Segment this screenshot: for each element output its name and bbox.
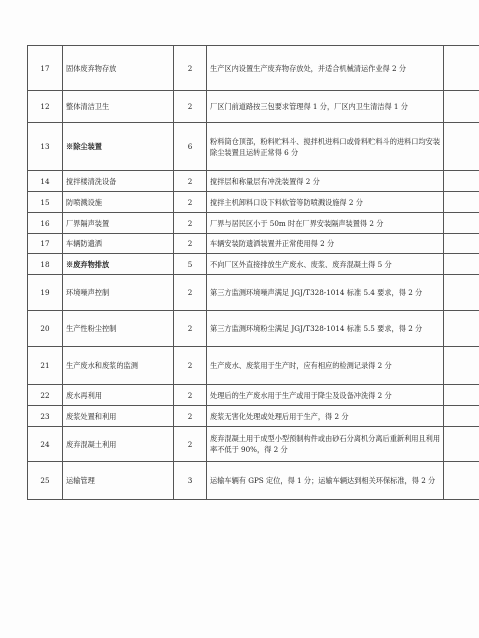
- score-value: 2: [174, 46, 207, 91]
- score-value: 2: [174, 427, 207, 462]
- scoring-description: 第三方监测环境噪声满足 JGJ/T328-1014 标准 5.4 要求，得 2 分: [207, 275, 444, 311]
- table-row: [28, 46, 479, 91]
- item-name: 运输管理: [63, 462, 174, 500]
- blank-cell: [444, 91, 479, 123]
- blank-cell: [444, 123, 479, 171]
- score-value: 2: [174, 192, 207, 213]
- row-number: 17: [28, 46, 63, 91]
- table-row: [28, 192, 479, 213]
- row-number: 17: [28, 234, 63, 254]
- blank-cell: [444, 46, 479, 91]
- item-name: 厂界隔声装置: [63, 213, 174, 234]
- score-value: 3: [174, 462, 207, 500]
- row-number: 24: [28, 427, 63, 462]
- scoring-description: 车辆安装防遗洒装置并正常使用得 2 分: [207, 234, 444, 254]
- scoring-description: 生产废水、废浆用于生产时，应有相应的检测记录得 2 分: [207, 347, 444, 385]
- blank-cell: [444, 192, 479, 213]
- item-name: 环境噪声控制: [63, 275, 174, 311]
- score-value: 2: [174, 213, 207, 234]
- table-row: [28, 427, 479, 462]
- blank-cell: [444, 347, 479, 385]
- row-number: 12: [28, 91, 63, 123]
- score-value: 2: [174, 347, 207, 385]
- item-name: 整体清洁卫生: [63, 91, 174, 123]
- row-number: 15: [28, 192, 63, 213]
- table-row: [28, 91, 479, 123]
- item-name: 固体废弃物存放: [63, 46, 174, 91]
- blank-cell: [444, 311, 479, 347]
- blank-cell: [444, 234, 479, 254]
- item-name: ※除尘装置: [63, 123, 174, 171]
- blank-cell: [444, 406, 479, 427]
- item-name: 车辆防遗洒: [63, 234, 174, 254]
- item-name: 废水再利用: [63, 385, 174, 406]
- item-name: 生产废水和废浆的监测: [63, 347, 174, 385]
- scoring-description: 生产区内设置生产废弃物存放处，并适合机械清运作业得 2 分: [207, 46, 444, 91]
- row-number: 16: [28, 213, 63, 234]
- score-value: 6: [174, 123, 207, 171]
- row-number: 18: [28, 254, 63, 275]
- item-name: 废弃混凝土利用: [63, 427, 174, 462]
- scoring-description: 处理后的生产废水用于生产或用于降尘及设备冲洗得 2 分: [207, 385, 444, 406]
- score-value: 2: [174, 275, 207, 311]
- score-value: 5: [174, 254, 207, 275]
- blank-cell: [444, 427, 479, 462]
- row-number: 22: [28, 385, 63, 406]
- table-row: [28, 213, 479, 234]
- table-row: [28, 254, 479, 275]
- row-number: 23: [28, 406, 63, 427]
- scoring-description: 不向厂区外直接排放生产废水、废浆、废弃混凝土得 5 分: [207, 254, 444, 275]
- blank-cell: [444, 213, 479, 234]
- scoring-description: 厂界与居民区小于 50m 时在厂界安装隔声装置得 2 分: [207, 213, 444, 234]
- item-name: 生产性粉尘控制: [63, 311, 174, 347]
- row-number: 14: [28, 171, 63, 192]
- score-value: 2: [174, 385, 207, 406]
- blank-cell: [444, 462, 479, 500]
- table-row: [28, 406, 479, 427]
- scoring-description: 搅拌层和称量层有冲洗装置得 2 分: [207, 171, 444, 192]
- item-name: 废浆处置和利用: [63, 406, 174, 427]
- scoring-description: 厂区门前道路按三包要求管理得 1 分，厂区内卫生清洁得 1 分: [207, 91, 444, 123]
- scoring-description: 废弃混凝土用于成型小型预制构件或由砂石分离机分离后重新利用且利用率不低于 90%，得 2 分: [207, 427, 444, 462]
- table-row: [28, 347, 479, 385]
- score-value: 2: [174, 171, 207, 192]
- table-body: [28, 46, 479, 500]
- scoring-description: 搅拌主机卸料口设下料软管等防喷溅设施得 2 分: [207, 192, 444, 213]
- scoring-description: 运输车辆有 GPS 定位，得 1 分；运输车辆达到相关环保标准，得 2 分: [207, 462, 444, 500]
- table-row: [28, 234, 479, 254]
- blank-cell: [444, 275, 479, 311]
- score-value: 2: [174, 234, 207, 254]
- item-name: 防喷溅设施: [63, 192, 174, 213]
- table-row: [28, 462, 479, 500]
- row-number: 13: [28, 123, 63, 171]
- scoring-description: 粉料筒仓顶部，粉料贮料斗、搅拌机进料口或骨料贮料斗的进料口均安装除尘装置且运转正常得 6 分: [207, 123, 444, 171]
- table-row: [28, 385, 479, 406]
- row-number: 25: [28, 462, 63, 500]
- table-row: [28, 275, 479, 311]
- table-row: [28, 171, 479, 192]
- score-value: 2: [174, 406, 207, 427]
- score-table: [27, 45, 479, 500]
- blank-cell: [444, 254, 479, 275]
- row-number: 20: [28, 311, 63, 347]
- row-number: 19: [28, 275, 63, 311]
- scoring-description: 废浆无害化处理或处理后用于生产，得 2 分: [207, 406, 444, 427]
- item-name: 搅拌楼清洗设备: [63, 171, 174, 192]
- item-name: ※废弃物排放: [63, 254, 174, 275]
- table-row: [28, 311, 479, 347]
- table-row: [28, 123, 479, 171]
- scoring-description: 第三方监测环境粉尘满足 JGJ/T328-1014 标准 5.5 要求，得 2 分: [207, 311, 444, 347]
- score-value: 2: [174, 91, 207, 123]
- blank-cell: [444, 385, 479, 406]
- score-value: 2: [174, 311, 207, 347]
- blank-cell: [444, 171, 479, 192]
- row-number: 21: [28, 347, 63, 385]
